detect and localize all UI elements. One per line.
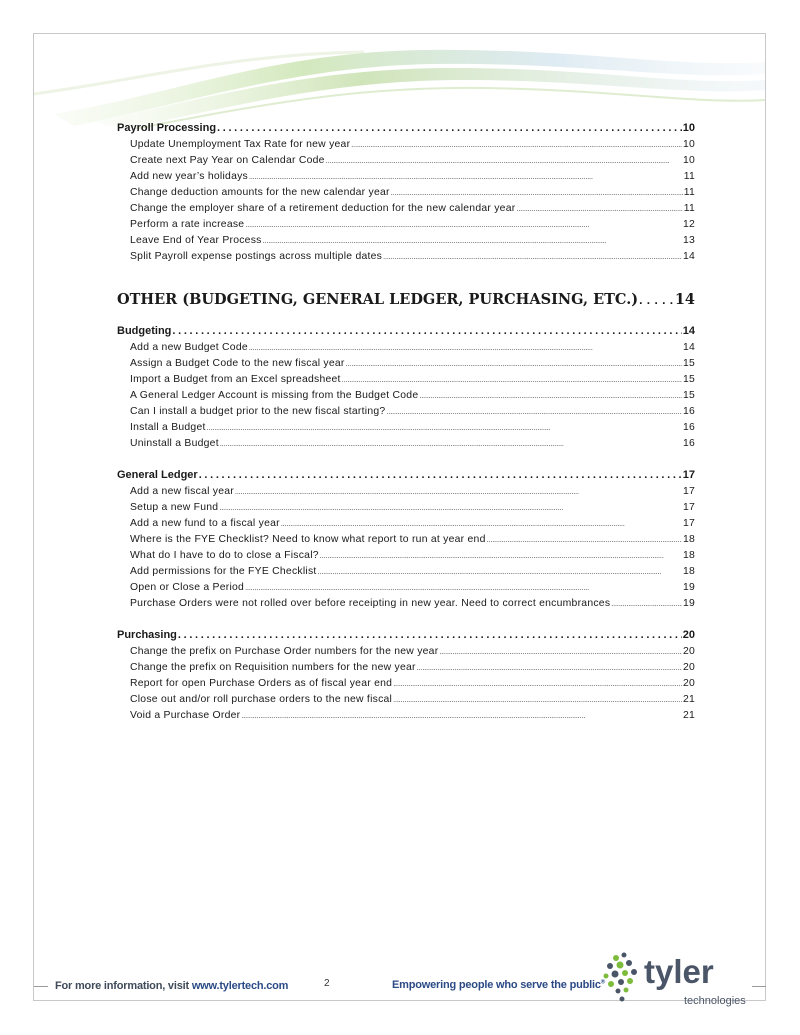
toc-dot-leader <box>249 174 683 181</box>
toc-page-number: 14 <box>682 342 695 353</box>
toc-entry-row[interactable] <box>117 342 695 358</box>
toc-dot-leader <box>263 238 682 245</box>
toc-entry-row[interactable] <box>117 550 695 566</box>
toc-entry-title: Payroll Processing <box>117 122 217 134</box>
toc-dot-leader <box>342 377 682 384</box>
footer-tagline <box>392 979 605 991</box>
toc-section-row[interactable] <box>117 325 695 342</box>
toc-page-number: 18 <box>682 566 695 577</box>
toc-page-number: 20 <box>682 646 695 657</box>
footer-info-prefix: For more information, visit <box>55 980 192 992</box>
toc-entry-row[interactable] <box>117 203 695 219</box>
toc-page-number: 11 <box>683 171 695 182</box>
toc-page-number: 18 <box>682 534 695 545</box>
toc-entry-row[interactable] <box>117 422 695 438</box>
toc-dot-leader <box>199 469 682 481</box>
tagline-text: Empowering people who serve the public <box>392 979 601 991</box>
toc-page-number: 18 <box>682 550 695 561</box>
toc-entry-row[interactable] <box>117 171 695 187</box>
toc-entry-row[interactable] <box>117 251 695 267</box>
toc-page-number: 21 <box>682 710 695 721</box>
toc-page-number: 14 <box>682 325 695 337</box>
table-of-contents <box>117 122 695 726</box>
toc-entry-title: Change the prefix on Purchase Order numbers for the new year <box>130 646 439 657</box>
toc-page-number: 19 <box>682 598 695 609</box>
toc-entry-row[interactable] <box>117 139 695 155</box>
toc-entry-row[interactable] <box>117 187 695 203</box>
toc-dot-leader <box>172 325 681 337</box>
toc-page-number: 20 <box>682 629 695 641</box>
toc-dot-leader <box>219 505 682 512</box>
toc-dot-leader <box>639 293 674 307</box>
toc-page-number: 13 <box>682 235 695 246</box>
toc-dot-leader <box>346 361 682 368</box>
toc-entry-row[interactable] <box>117 235 695 251</box>
footer-url-link[interactable]: www.tylertech.com <box>191 980 289 992</box>
toc-dot-leader <box>245 222 682 229</box>
toc-dot-leader <box>351 142 682 149</box>
toc-entry-title: OTHER (BUDGETING, GENERAL LEDGER, PURCHASING, ETC.) <box>117 291 639 308</box>
toc-page-number: 11 <box>683 187 695 198</box>
toc-entry-row[interactable] <box>117 598 695 614</box>
toc-page-number: 17 <box>682 518 695 529</box>
toc-entry-title: A General Ledger Account is missing from the Budget Code <box>130 390 419 401</box>
footer-rule-left <box>34 986 48 987</box>
toc-entry-title: Purchase Orders were not rolled over before receipting in new year. Need to correct encumbrances <box>130 598 611 609</box>
toc-entry-title: Purchasing <box>117 629 177 641</box>
toc-dot-leader <box>235 489 682 496</box>
toc-entry-row[interactable] <box>117 374 695 390</box>
toc-entry-row[interactable] <box>117 390 695 406</box>
toc-dot-leader <box>249 345 682 352</box>
toc-dot-leader <box>419 393 682 400</box>
toc-dot-leader <box>393 697 682 704</box>
toc-dot-leader <box>178 629 682 641</box>
toc-dot-leader <box>417 665 682 672</box>
toc-page-number: 16 <box>682 422 695 433</box>
toc-dot-leader <box>391 190 683 197</box>
toc-page-number: 14 <box>674 291 695 308</box>
toc-section-row[interactable] <box>117 629 695 646</box>
toc-page-number: 19 <box>682 582 695 593</box>
toc-dot-leader <box>241 713 682 720</box>
registered-mark: ® <box>600 979 606 986</box>
toc-section-row[interactable] <box>117 122 695 139</box>
toc-entry-row[interactable] <box>117 502 695 518</box>
toc-entry-title: Import a Budget from an Excel spreadsheet <box>130 374 341 385</box>
toc-dot-leader <box>245 585 682 592</box>
toc-page-number: 20 <box>682 662 695 673</box>
toc-section-gap <box>117 614 695 629</box>
logo-subtitle: technologies <box>684 995 746 1007</box>
toc-dot-leader <box>217 122 682 134</box>
toc-entry-row[interactable] <box>117 710 695 726</box>
toc-page-number: 17 <box>682 502 695 513</box>
toc-entry-title: Add permissions for the FYE Checklist <box>130 566 317 577</box>
toc-entry-title: Open or Close a Period <box>130 582 245 593</box>
toc-page-number: 17 <box>682 486 695 497</box>
toc-entry-row[interactable] <box>117 155 695 171</box>
toc-page-number: 12 <box>682 219 695 230</box>
tyler-technologies-logo <box>602 950 752 1008</box>
toc-entry-row[interactable] <box>117 486 695 502</box>
toc-dot-leader <box>439 649 682 656</box>
toc-entry-title: Change deduction amounts for the new calendar year <box>130 187 390 198</box>
toc-dot-leader <box>220 441 682 448</box>
toc-dot-leader <box>516 206 682 213</box>
toc-section-row[interactable] <box>117 469 695 486</box>
toc-entry-title: Leave End of Year Process <box>130 235 262 246</box>
toc-entry-title: Assign a Budget Code to the new fiscal year <box>130 358 345 369</box>
logo-word: tyler <box>644 953 714 990</box>
toc-dot-leader <box>326 158 682 165</box>
toc-entry-row[interactable] <box>117 582 695 598</box>
toc-entry-title: Change the employer share of a retirement deduction for the new calendar year <box>130 203 516 214</box>
toc-page-number: 10 <box>682 155 695 166</box>
toc-entry-title: Change the prefix on Requisition numbers for the new year <box>130 662 416 673</box>
toc-section-gap <box>117 454 695 469</box>
toc-entry-title: Report for open Purchase Orders as of fiscal year end <box>130 678 393 689</box>
toc-dot-leader <box>383 254 682 261</box>
toc-heading-row[interactable] <box>117 291 695 315</box>
toc-dot-leader <box>386 409 682 416</box>
toc-dot-leader <box>318 569 682 576</box>
toc-dot-leader <box>487 537 682 544</box>
toc-entry-title: What do I have to do to close a Fiscal? <box>130 550 319 561</box>
toc-entry-title: Add a new fund to a fiscal year <box>130 518 280 529</box>
toc-entry-row[interactable] <box>117 678 695 694</box>
toc-entry-title: Add a new fiscal year <box>130 486 235 497</box>
toc-entry-row[interactable] <box>117 358 695 374</box>
toc-entry-title: Void a Purchase Order <box>130 710 241 721</box>
toc-dot-leader <box>281 521 682 528</box>
toc-entry-title: Update Unemployment Tax Rate for new year <box>130 139 351 150</box>
toc-page-number: 20 <box>682 678 695 689</box>
toc-entry-row[interactable] <box>117 694 695 710</box>
toc-page-number: 15 <box>682 358 695 369</box>
toc-page-number: 17 <box>682 469 695 481</box>
toc-entry-title: Perform a rate increase <box>130 219 245 230</box>
toc-entry-row[interactable] <box>117 566 695 582</box>
toc-entry-title: Add new year’s holidays <box>130 171 248 182</box>
toc-dot-leader <box>611 601 682 608</box>
toc-entry-row[interactable] <box>117 518 695 534</box>
toc-entry-title: Budgeting <box>117 325 172 337</box>
toc-page-number: 16 <box>682 438 695 449</box>
footer-rule-right <box>752 986 766 987</box>
toc-dot-leader <box>320 553 682 560</box>
toc-entry-row[interactable] <box>117 406 695 422</box>
toc-entry-title: Uninstall a Budget <box>130 438 219 449</box>
toc-entry-title: Close out and/or roll purchase orders to the new fiscal <box>130 694 393 705</box>
toc-entry-row[interactable] <box>117 438 695 454</box>
toc-entry-row[interactable] <box>117 662 695 678</box>
toc-entry-title: Where is the FYE Checklist? Need to know what report to run at year end <box>130 534 486 545</box>
footer-more-info <box>55 980 288 992</box>
toc-page-number: 10 <box>682 139 695 150</box>
toc-page-number: 10 <box>682 122 695 134</box>
toc-page-number: 15 <box>682 374 695 385</box>
toc-entry-row[interactable] <box>117 534 695 550</box>
header-wave-decoration <box>34 34 765 129</box>
toc-entry-title: Add a new Budget Code <box>130 342 248 353</box>
toc-dot-leader <box>393 681 682 688</box>
toc-entry-title: General Ledger <box>117 469 198 481</box>
toc-page-number: 21 <box>682 694 695 705</box>
toc-page-number: 14 <box>682 251 695 262</box>
logo-dot-cluster-icon <box>604 953 638 1002</box>
toc-entry-title: Setup a new Fund <box>130 502 219 513</box>
toc-page-number: 15 <box>682 390 695 401</box>
toc-entry-title: Install a Budget <box>130 422 206 433</box>
toc-entry-title: Split Payroll expense postings across multiple dates <box>130 251 383 262</box>
page-number: 2 <box>324 978 330 989</box>
toc-entry-title: Create next Pay Year on Calendar Code <box>130 155 325 166</box>
toc-entry-title: Can I install a budget prior to the new fiscal starting? <box>130 406 386 417</box>
toc-page-number: 16 <box>682 406 695 417</box>
toc-dot-leader <box>207 425 682 432</box>
toc-page-number: 11 <box>683 203 695 214</box>
toc-entry-row[interactable] <box>117 646 695 662</box>
toc-entry-row[interactable] <box>117 219 695 235</box>
